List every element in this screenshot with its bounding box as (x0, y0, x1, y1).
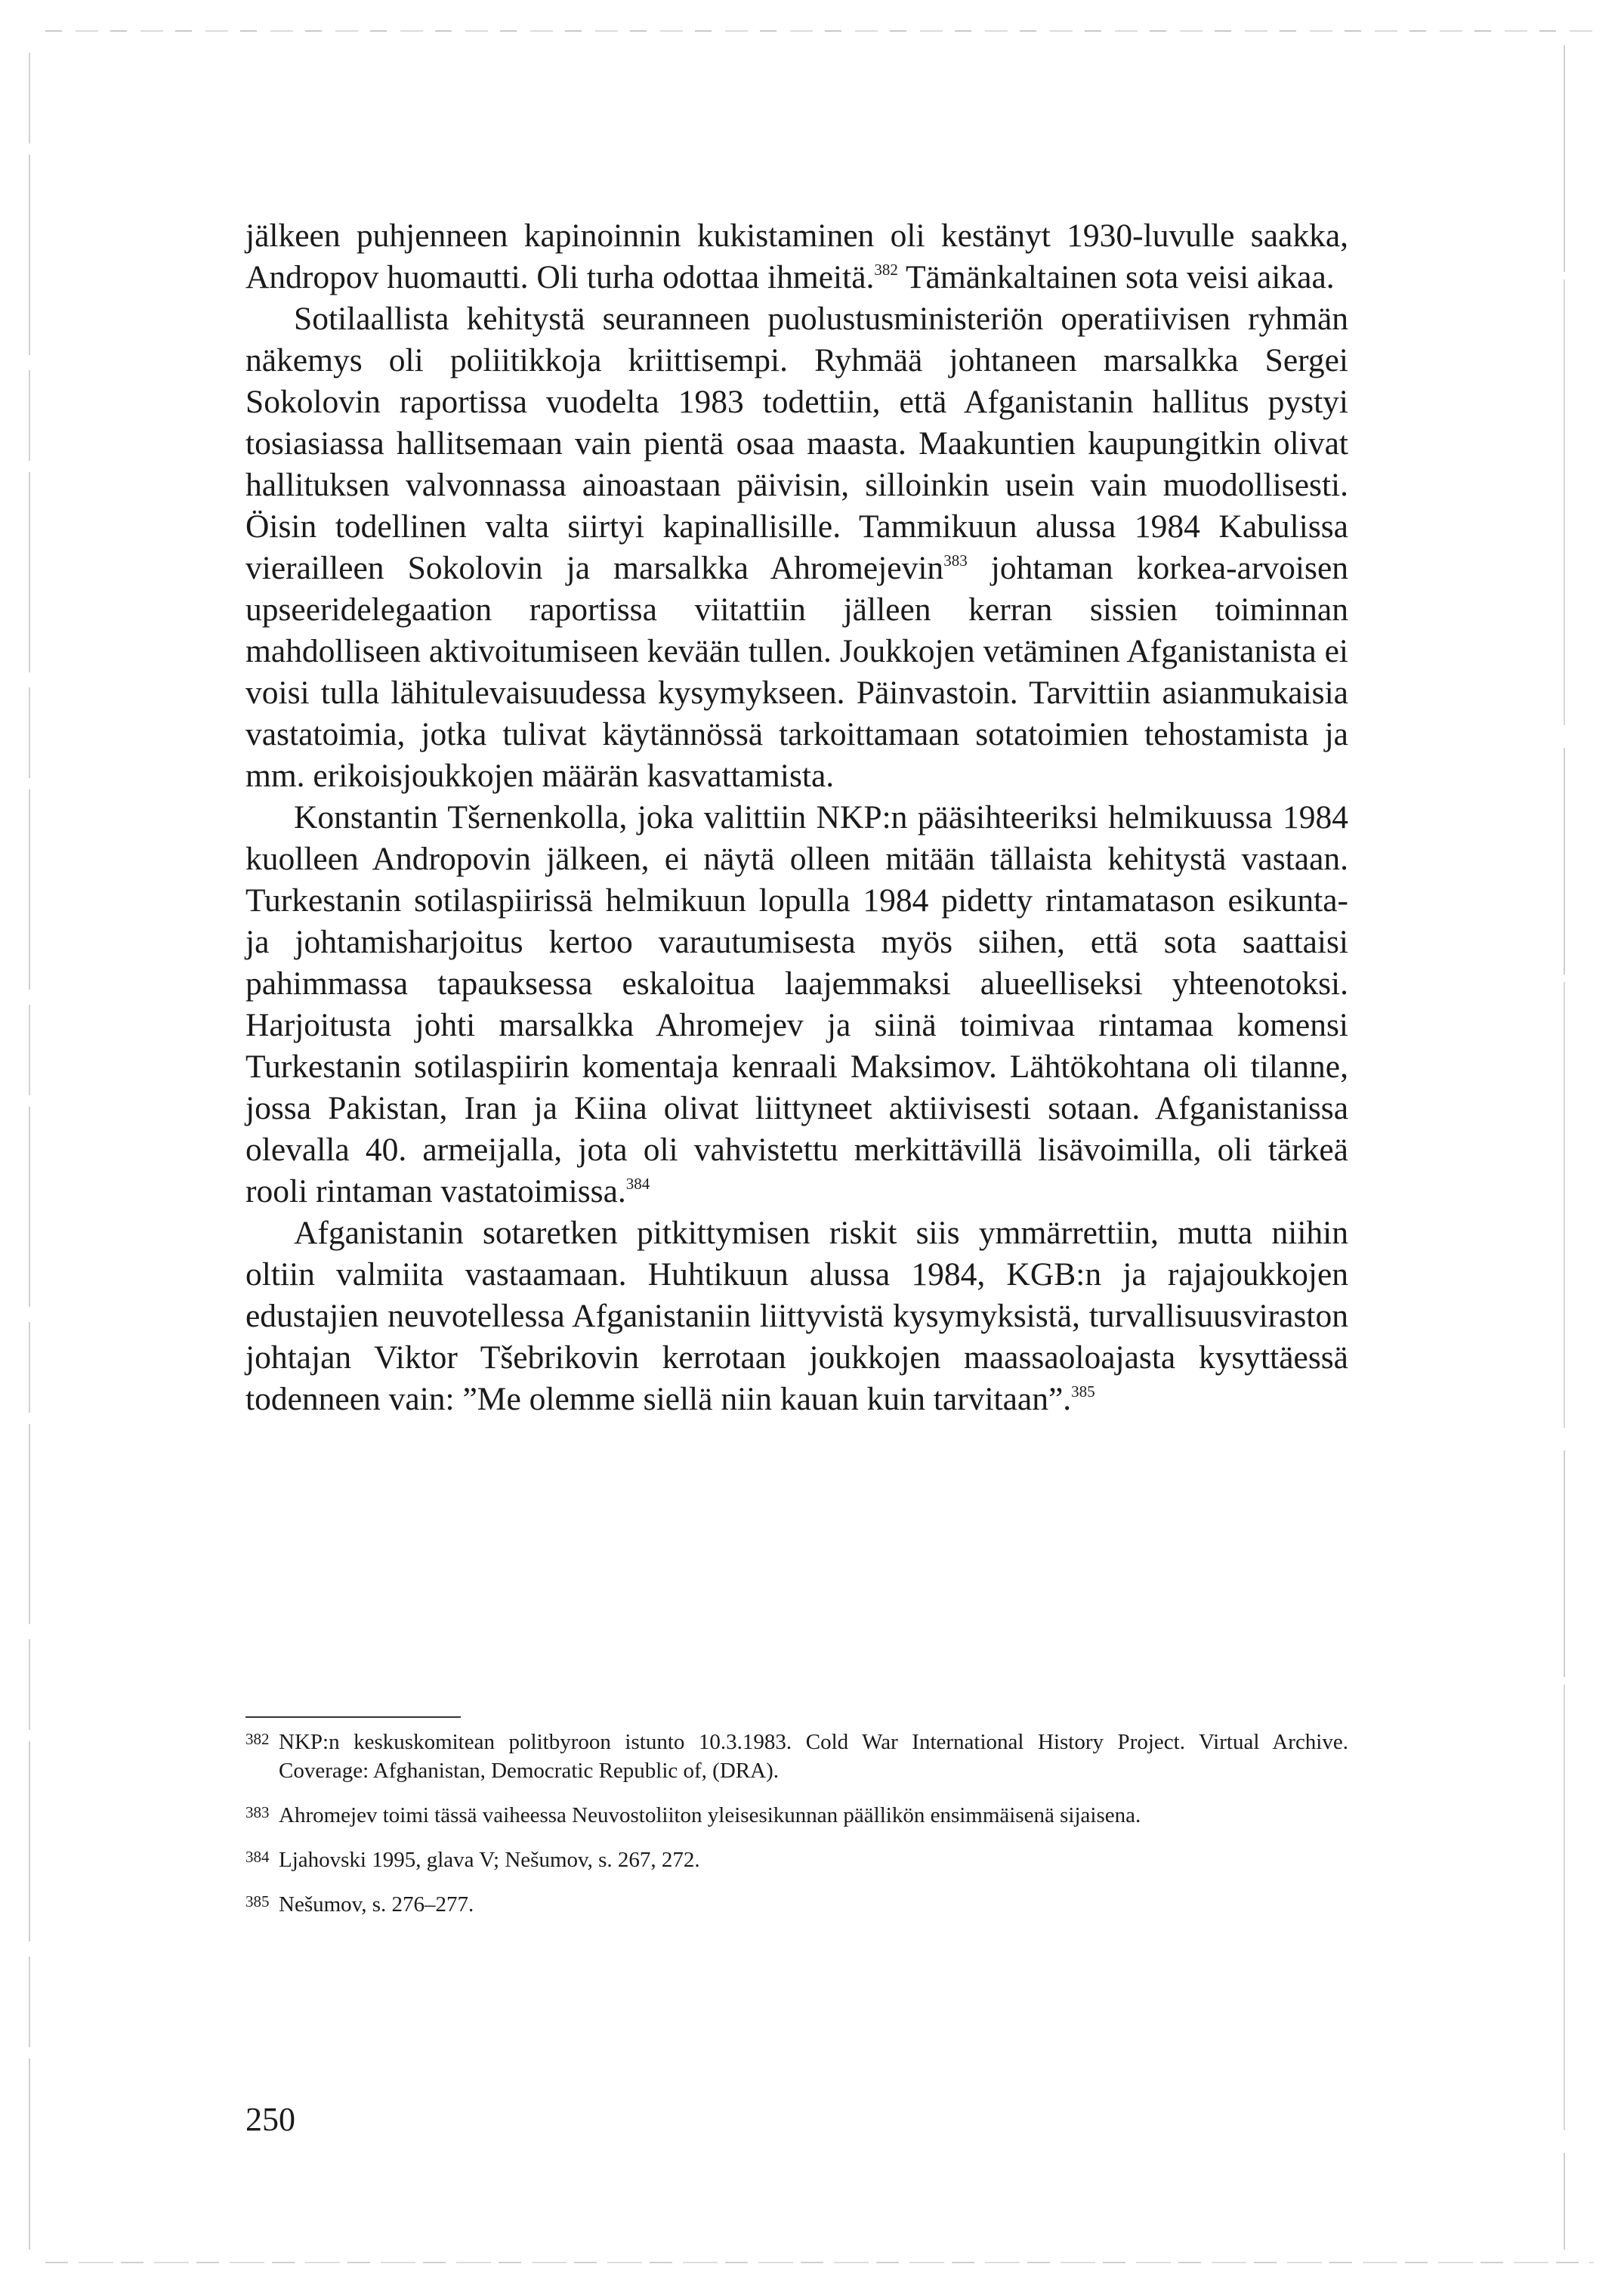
footnote (245, 1728, 1348, 1785)
paragraph-text: Sotilaallista kehitystä seuranneen puolustusministeriön operatiivisen ryhmän näkemys oli poliitikkoja kriittisempi. Ryhmää johtaneen marsalkka Sergei Sokolovin raportissa vuodelta 1983 todettiin, että Afganistanin hallitus pystyi tosiasiassa hallitsemaan vain pientä osaa maasta. Maakuntien kaupungitkin olivat hallituksen valvonnassa ainoastaan päivisin, silloinkin usein vain muodollisesti. Öisin todellinen valta siirtyi kapinallisille. Tammikuun alussa 1984 Kabulissa vierailleen Sokolovin ja marsalkka Ahromejevin (245, 301, 1348, 586)
footnote (245, 1846, 1348, 1874)
scan-edge-right (1564, 45, 1565, 2250)
footnote-number: 382 (245, 1730, 270, 1748)
paragraph (245, 215, 1348, 298)
footnotes (245, 1728, 1348, 1935)
footnote-reference[interactable]: 385 (1071, 1382, 1095, 1401)
paragraph (245, 1212, 1348, 1420)
footnote-reference[interactable]: 384 (625, 1175, 650, 1194)
paragraph-text: Konstantin Tšernenkolla, joka valittiin NKP:n pääsihteeriksi helmikuussa 1984 kuolleen Andropovin jälkeen, ei näytä olleen mitään tällaista kehitystä vastaan. Turkestanin sotilaspiirissä helmikuun lopulla 1984 pidetty rintamatason esikunta- ja johtamisharjoitus kertoo varautumisesta myös siihen, että sota saattaisi pahimmassa tapauksessa eskaloitua laajemmaksi alueelliseksi yhteenotoksi. Harjoitusta johti marsalkka Ahromejev ja siinä toimivaa rintamaa komensi Turkestanin sotilaspiirin komentaja kenraali Maksimov. Lähtökohtana oli tilanne, jossa Pakistan, Iran ja Kiina olivat liittyneet aktiivisesti sotaan. Afganistanissa olevalla 40. armeijalla, jota oli vahvistettu merkittävillä lisävoimilla, oli tärkeä rooli rintaman vastatoimissa. (245, 799, 1348, 1209)
footnote (245, 1890, 1348, 1919)
footnote-separator (245, 1716, 461, 1718)
footnote-text: NKP:n keskuskomitean politbyroon istunto 10.3.1983. Cold War International History Project. Virtual Archive. Coverage: Afghanistan, Democratic Republic of, (DRA). (279, 1730, 1348, 1783)
footnote-reference[interactable]: 382 (874, 261, 898, 280)
paragraph-text: johtaman korkea-arvoisen upseeridelegaation raportissa viitattiin jälleen kerran sissien toiminnan mahdolliseen aktivoitumiseen kevään tullen. Joukkojen vetäminen Afganistanista ei voisi tulla lähitulevaisuudessa kysymykseen. Päinvastoin. Tarvittiin asianmukaisia vastatoimia, jotka tulivat käytännössä tarkoittamaan sotatoimien tehostamista ja mm. erikoisjoukkojen määrän kasvattamista. (245, 550, 1349, 794)
paragraph-text: Afganistanin sotaretken pitkittymisen riskit siis ymmärrettiin, mutta niihin oltiin valmiita vastaamaan. Huhtikuun alussa 1984, KGB:n ja rajajoukkojen edustajien neuvotellessa Afganistaniin liittyvistä kysymyksistä, turvallisuusviraston johtajan Viktor Tšebrikovin kerrotaan joukkojen maassaoloajasta kysyttäessä todenneen vain: ”Me olemme siellä niin kauan kuin tarvitaan”. (245, 1215, 1348, 1417)
footnote-number: 383 (245, 1803, 270, 1821)
footnote-reference[interactable]: 383 (943, 551, 968, 570)
footnote (245, 1801, 1348, 1830)
scan-edge-top (45, 30, 1594, 32)
footnote-text: Ljahovski 1995, glava V; Nešumov, s. 267, 272. (279, 1848, 700, 1872)
body-text (245, 215, 1348, 1420)
paragraph-text: jälkeen puhjenneen kapinoinnin kukistaminen oli kestänyt 1930-luvulle saakka, Andropov huomautti. Oli turha odottaa ihmeitä. (245, 218, 1348, 295)
scan-edge-left (29, 53, 30, 2250)
footnote-number: 385 (245, 1892, 270, 1910)
paragraph-text: Tämänkaltainen sota veisi aikaa. (897, 259, 1335, 295)
scan-edge-bottom (45, 2262, 1594, 2263)
footnote-text: Ahromejev toimi tässä vaiheessa Neuvostoliiton yleisesikunnan päällikön ensimmäisenä sijaisena. (279, 1803, 1141, 1827)
page-number: 250 (245, 2101, 295, 2138)
footnote-text: Nešumov, s. 276–277. (279, 1892, 474, 1917)
paragraph (245, 298, 1348, 797)
paragraph (245, 797, 1348, 1212)
footnote-number: 384 (245, 1848, 270, 1866)
